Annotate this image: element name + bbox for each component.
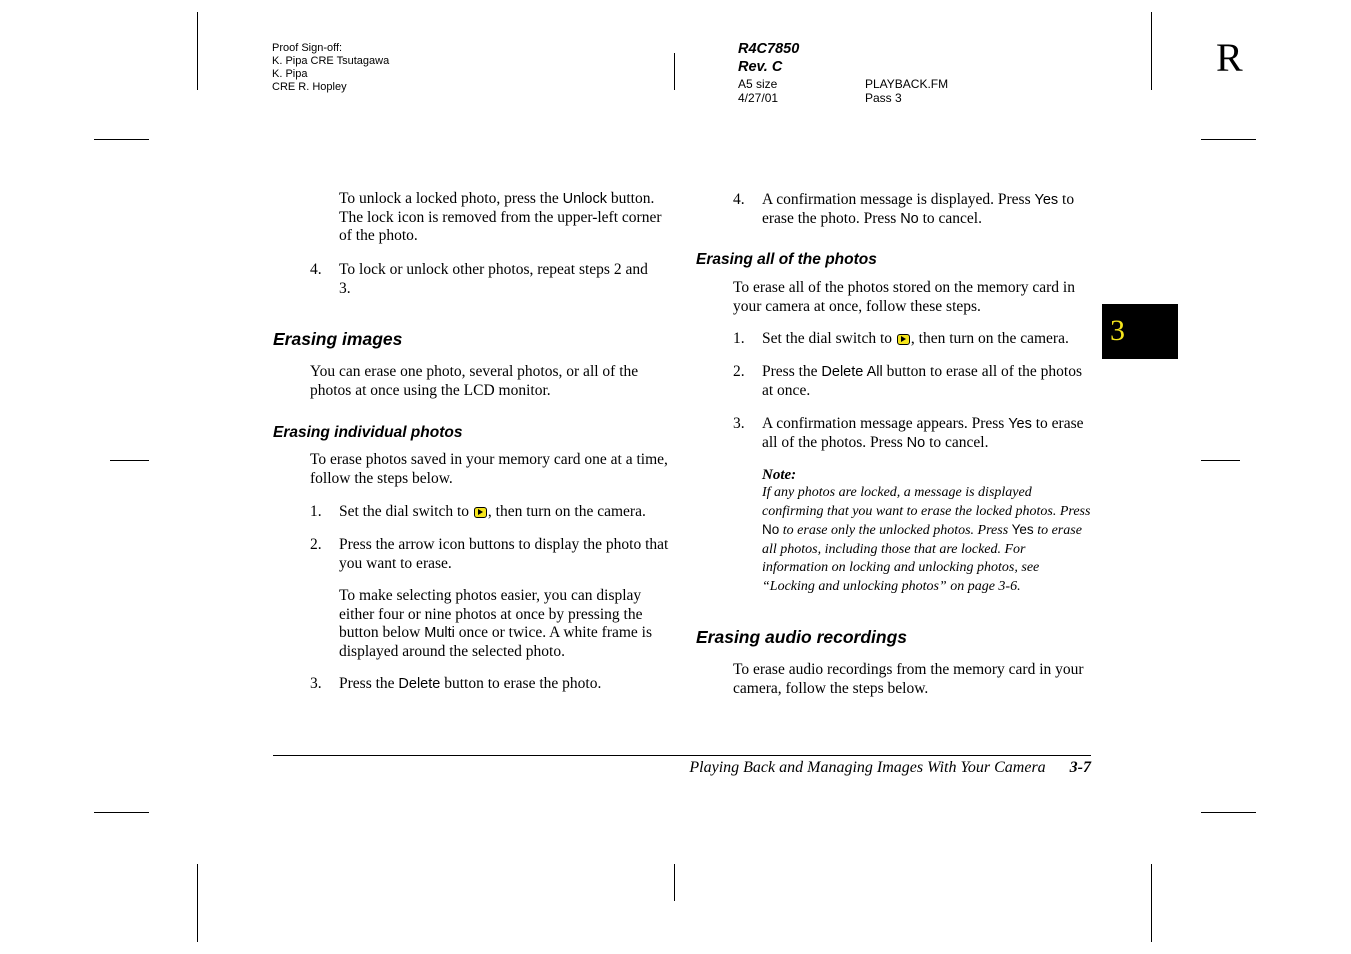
text: To make selecting photos easier, you can display either four or nine photos at once by pressing the button below bbox=[339, 587, 643, 641]
delete-button-label: Delete bbox=[398, 676, 441, 692]
crop-mark bbox=[110, 460, 149, 461]
text: to erase all of the photos. Press bbox=[762, 415, 1084, 451]
text: to erase only the unlocked photos. Press bbox=[779, 523, 1012, 538]
page-size: A5 size bbox=[738, 77, 778, 91]
step-text bbox=[762, 191, 1092, 228]
text: Set the dial switch to bbox=[762, 330, 896, 347]
delete-all-button-label: Delete All bbox=[821, 364, 883, 380]
step-number: 3. bbox=[310, 675, 322, 692]
text: , then turn on the camera. bbox=[910, 330, 1069, 347]
proof-line: K. Pipa CRE Tsutagawa bbox=[272, 55, 390, 67]
note-text bbox=[762, 484, 1092, 596]
step-number: 2. bbox=[733, 363, 745, 380]
chapter-tab bbox=[1102, 304, 1178, 359]
text: button to erase all of the photos at once. bbox=[762, 363, 1082, 399]
text: , then turn on the camera. bbox=[487, 503, 646, 520]
note-title: Note: bbox=[762, 467, 797, 483]
erasing-images-paragraph: You can erase one photo, several photos, or all of the photos at once using the LCD monitor. bbox=[310, 363, 639, 399]
chapter-number: 3 bbox=[1110, 314, 1125, 347]
step-number: 3. bbox=[733, 415, 745, 432]
doc-code: R4C7850 bbox=[738, 41, 800, 57]
step-text: To lock or unlock other photos, repeat steps 2 and 3. bbox=[339, 261, 648, 297]
no-button-label: No bbox=[906, 434, 926, 451]
crop-mark bbox=[1151, 12, 1152, 90]
crop-mark bbox=[674, 864, 675, 901]
text: to erase the photo. Press bbox=[762, 191, 1075, 227]
step-number: 2. bbox=[310, 536, 322, 553]
step-number: 4. bbox=[310, 261, 322, 278]
proof-line: CRE R. Hopley bbox=[272, 81, 347, 93]
side-letter: R bbox=[1216, 35, 1243, 80]
step-extra-paragraph bbox=[339, 587, 674, 661]
footer-title: Playing Back and Managing Images With Your Camera bbox=[689, 759, 1046, 776]
crop-mark bbox=[1151, 864, 1152, 942]
step-text bbox=[339, 503, 674, 522]
playback-mode-icon bbox=[897, 334, 910, 345]
heading-erasing-audio: Erasing audio recordings bbox=[696, 627, 908, 647]
footer bbox=[560, 758, 1091, 778]
heading-erasing-images: Erasing images bbox=[273, 329, 403, 349]
crop-mark bbox=[1201, 460, 1240, 461]
text: Press the bbox=[762, 363, 822, 380]
text: button to erase the photo. bbox=[440, 675, 602, 692]
step-text bbox=[762, 415, 1084, 452]
revision: Rev. C bbox=[738, 59, 783, 75]
multi-button-label: Multi bbox=[424, 625, 455, 641]
text: Press the bbox=[339, 675, 399, 692]
step-number: 1. bbox=[310, 503, 322, 520]
step-text bbox=[762, 330, 1097, 349]
filename: PLAYBACK.FM bbox=[865, 77, 949, 91]
text: button. The lock icon is removed from the upper-left corner of the photo. bbox=[339, 190, 662, 244]
erasing-all-paragraph: To erase all of the photos stored on the memory card in your camera at once, follow these steps. bbox=[733, 279, 1075, 315]
text: once or twice. A white frame is displayed around the selected photo. bbox=[339, 624, 653, 660]
heading-erasing-all: Erasing all of the photos bbox=[696, 251, 877, 268]
footer-rule bbox=[273, 755, 1091, 756]
doc-date: 4/27/01 bbox=[738, 91, 779, 105]
proof-line: Proof Sign-off: bbox=[272, 42, 343, 54]
text: If any photos are locked, a message is displayed confirming that you want to erase the locked photos. Press bbox=[762, 485, 1091, 519]
unlock-paragraph bbox=[339, 190, 671, 246]
step-text bbox=[339, 675, 674, 694]
step-number: 4. bbox=[733, 191, 745, 208]
crop-mark bbox=[197, 864, 198, 942]
yes-button-label: Yes bbox=[1008, 416, 1032, 432]
text: to cancel. bbox=[918, 209, 982, 227]
crop-mark bbox=[197, 12, 198, 90]
crop-mark bbox=[94, 812, 149, 813]
step-number: 1. bbox=[733, 330, 745, 347]
text: to cancel. bbox=[925, 433, 989, 451]
unlock-button-label: Unlock bbox=[562, 191, 607, 207]
text: To unlock a locked photo, press the bbox=[339, 190, 563, 207]
crop-mark bbox=[94, 139, 149, 140]
pass: Pass 3 bbox=[865, 91, 902, 105]
proof-line: K. Pipa bbox=[272, 68, 308, 80]
crop-mark bbox=[1201, 812, 1256, 813]
page-number: 3-7 bbox=[1069, 759, 1091, 776]
playback-mode-icon bbox=[474, 507, 487, 518]
text: Set the dial switch to bbox=[339, 503, 473, 520]
text: to erase all photos, including those that are locked. For information on locking and unlocking photos, see “Locking and unlocking photos” on page 3-6. bbox=[762, 523, 1082, 594]
text: A confirmation message is displayed. Press bbox=[762, 191, 1035, 208]
step-text bbox=[762, 363, 1084, 400]
no-button-label: No bbox=[762, 522, 780, 537]
crop-mark bbox=[674, 53, 675, 90]
yes-button-label: Yes bbox=[1034, 192, 1059, 208]
individual-paragraph: To erase photos saved in your memory card one at a time, follow the steps below. bbox=[310, 451, 668, 487]
text: A confirmation message appears. Press bbox=[762, 415, 1009, 432]
proof-signoff bbox=[272, 42, 389, 94]
heading-erasing-individual: Erasing individual photos bbox=[273, 424, 463, 441]
yes-button-label: Yes bbox=[1011, 522, 1034, 537]
no-button-label: No bbox=[900, 210, 919, 227]
step-text: Press the arrow icon buttons to display the photo that you want to erase. bbox=[339, 536, 669, 572]
crop-mark bbox=[1201, 139, 1256, 140]
audio-paragraph: To erase audio recordings from the memory card in your camera, follow the steps below. bbox=[733, 661, 1084, 697]
